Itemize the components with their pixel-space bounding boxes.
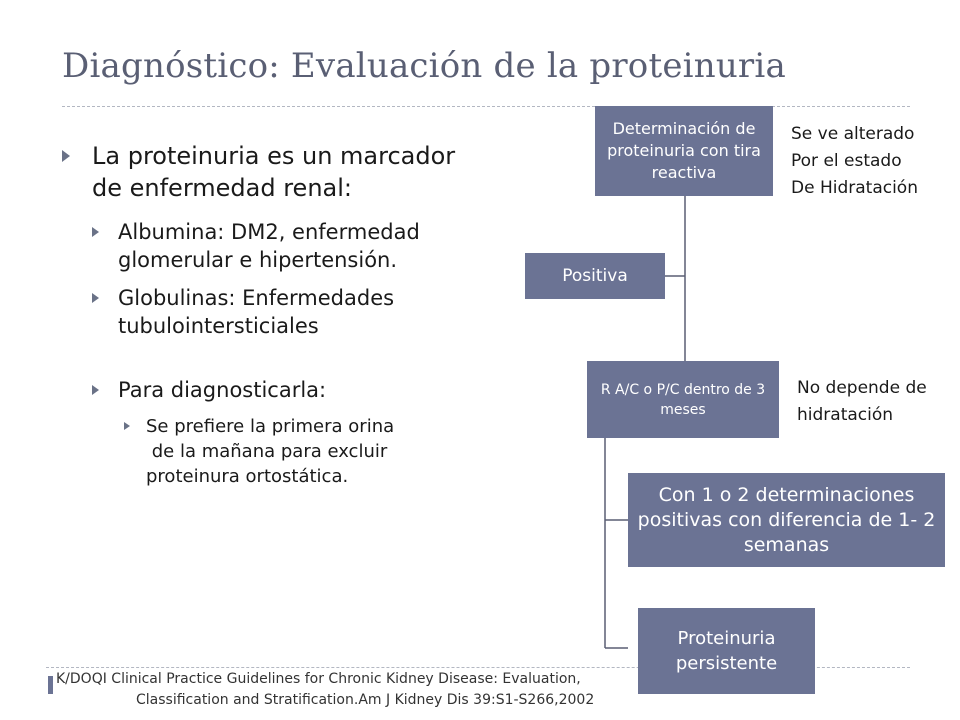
bullet-primera-orina-line1: Se prefiere la primera orina <box>146 416 395 437</box>
note-hidratacion <box>791 121 918 202</box>
note-no-depende <box>797 375 927 429</box>
bullet-albumina-text: Albumina: DM2, enfermedad glomerular e hipertensión. <box>118 220 420 272</box>
footer-accent-mark <box>48 676 53 694</box>
note-no-depende-line2: hidratación <box>797 405 894 425</box>
note-hidratacion-line2: Por el estado <box>791 151 902 171</box>
bullet-globulinas-text: Globulinas: Enfermedades tubulointersticiales <box>118 286 395 338</box>
slide-title: Diagnóstico: Evaluación de la proteinuria <box>62 46 786 86</box>
bullet-primera-orina-line3: proteinura ortostática. <box>146 466 349 487</box>
box-positiva: Positiva <box>525 253 665 299</box>
reference-line2: Classification and Stratification.Am J Kidney Dis 39:S1-S266,2002 <box>136 692 595 708</box>
note-hidratacion-line3: De Hidratación <box>791 178 918 198</box>
bullet-diagnosticarla-text: Para diagnosticarla: <box>118 378 327 402</box>
box-determinaciones: Con 1 o 2 determinaciones positivas con diferencia de 1- 2 semanas <box>628 473 945 567</box>
note-no-depende-line1: No depende de <box>797 378 927 398</box>
reference-line1: K/DOQI Clinical Practice Guidelines for Chronic Kidney Disease: Evaluation, <box>56 671 581 687</box>
reference-citation <box>56 669 646 711</box>
box-determinacion: Determinación de proteinuria con tira reactiva <box>595 106 773 196</box>
box-rac: R A/C o P/C dentro de 3 meses <box>587 361 779 438</box>
box-persistente: Proteinuria persistente <box>638 608 815 694</box>
note-hidratacion-line1: Se ve alterado <box>791 124 915 144</box>
bullet-main-text: La proteinuria es un marcador de enfermedad renal: <box>92 142 456 202</box>
bullet-primera-orina-line2: de la mañana para excluir <box>146 441 388 462</box>
